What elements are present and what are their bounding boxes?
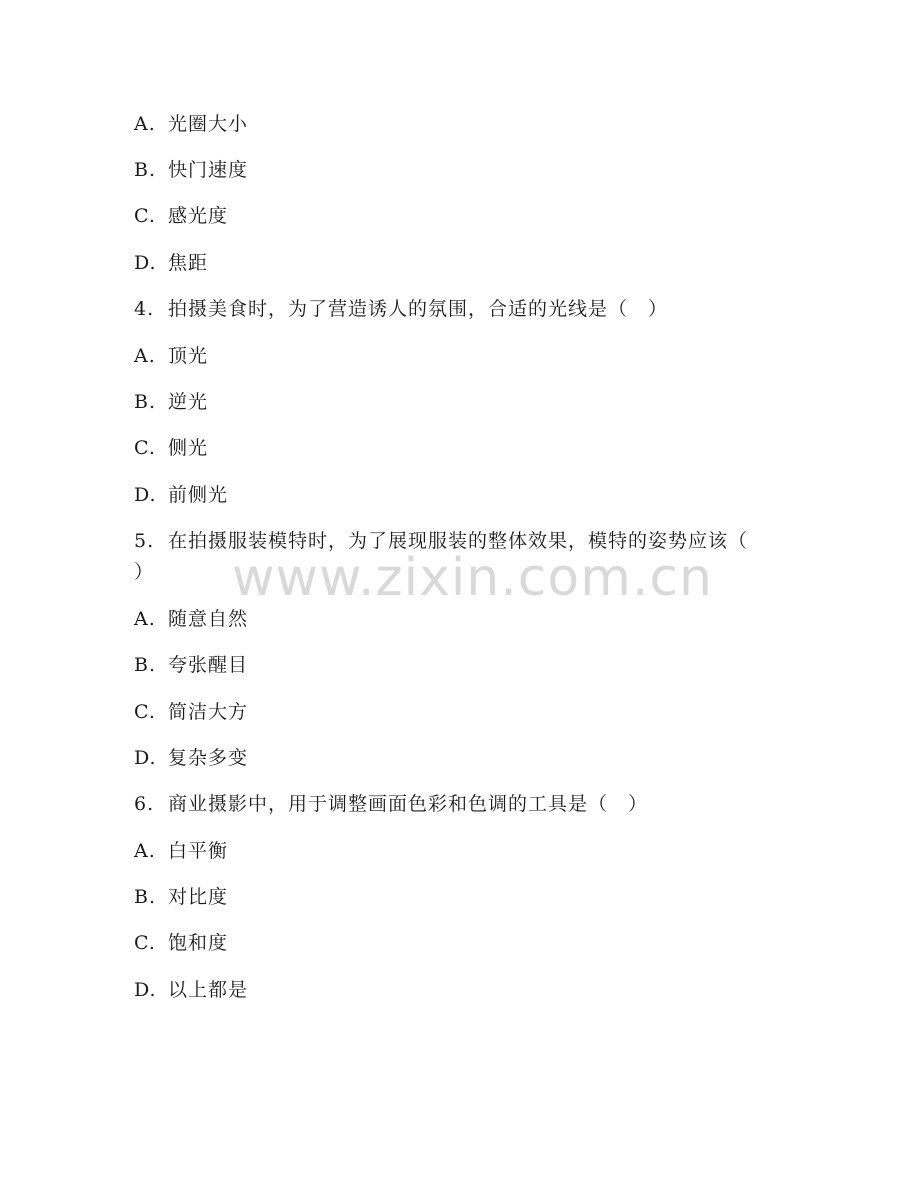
question-4 xyxy=(134,297,668,321)
option-c-q3 xyxy=(134,204,228,228)
watermark: www.zixin.com.cn xyxy=(232,548,713,608)
question-number: 4. xyxy=(134,298,155,320)
option-marker: C. xyxy=(134,205,156,227)
option-b-q6 xyxy=(134,885,228,909)
option-d-q5 xyxy=(134,746,248,770)
option-c-q5 xyxy=(134,700,248,724)
option-a-q3 xyxy=(134,112,248,136)
option-marker: A. xyxy=(134,345,156,367)
option-marker: C. xyxy=(134,932,156,954)
question-number: 6. xyxy=(134,793,155,815)
option-marker: D. xyxy=(134,484,157,506)
option-marker: C. xyxy=(134,701,156,723)
option-text: 以上都是 xyxy=(168,979,249,1001)
option-d-q3 xyxy=(134,251,208,275)
option-text: 复杂多变 xyxy=(168,747,249,769)
option-text: 快门速度 xyxy=(168,159,249,181)
option-text: 饱和度 xyxy=(168,932,229,954)
option-a-q5 xyxy=(134,607,248,631)
option-marker: D. xyxy=(134,252,157,274)
option-text: 前侧光 xyxy=(168,484,229,506)
option-text: 逆光 xyxy=(168,391,209,413)
option-marker: B. xyxy=(134,654,157,676)
option-marker: B. xyxy=(134,159,157,181)
question-text: 商业摄影中，用于调整画面色彩和色调的工具是（ ） xyxy=(168,793,649,815)
option-text: 光圈大小 xyxy=(168,113,249,135)
question-number: 5. xyxy=(134,530,155,552)
question-6 xyxy=(134,792,648,816)
option-marker: A. xyxy=(134,113,156,135)
option-marker: D. xyxy=(134,747,157,769)
option-text: 随意自然 xyxy=(168,608,249,630)
option-text: 感光度 xyxy=(168,205,229,227)
option-c-q6 xyxy=(134,931,228,955)
question-text: 拍摄美食时，为了营造诱人的氛围，合适的光线是（ ） xyxy=(168,298,669,320)
option-marker: D. xyxy=(134,979,157,1001)
option-marker: B. xyxy=(134,391,157,413)
option-text: 顶光 xyxy=(168,345,209,367)
option-text: 焦距 xyxy=(168,252,209,274)
question-text: 在拍摄服装模特时，为了展现服装的整体效果，模特的姿势应该（ xyxy=(168,530,749,552)
question-5-continuation xyxy=(134,560,153,584)
option-text: 夸张醒目 xyxy=(168,654,249,676)
option-b-q5 xyxy=(134,653,248,677)
option-b-q4 xyxy=(134,390,208,414)
question-text-continuation: ） xyxy=(134,561,154,583)
option-a-q4 xyxy=(134,344,208,368)
option-d-q6 xyxy=(134,978,248,1002)
option-marker: A. xyxy=(134,608,156,630)
option-text: 白平衡 xyxy=(168,840,229,862)
option-c-q4 xyxy=(134,436,208,460)
option-marker: B. xyxy=(134,886,157,908)
option-text: 侧光 xyxy=(168,437,209,459)
option-a-q6 xyxy=(134,839,228,863)
option-d-q4 xyxy=(134,483,228,507)
option-text: 简洁大方 xyxy=(168,701,249,723)
option-text: 对比度 xyxy=(168,886,229,908)
option-marker: A. xyxy=(134,840,156,862)
option-marker: C. xyxy=(134,437,156,459)
option-b-q3 xyxy=(134,158,248,182)
